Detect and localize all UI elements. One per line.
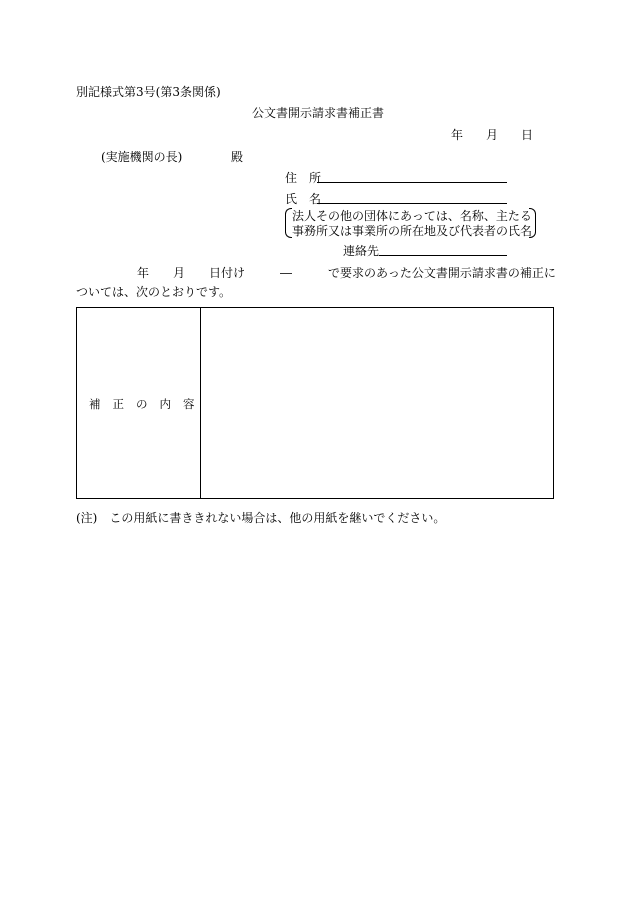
addressee-honorific: 殿: [231, 150, 244, 164]
contact-field[interactable]: [379, 243, 507, 256]
contact-label: 連絡先: [343, 244, 380, 258]
body-date-suffix: 日付け: [209, 266, 246, 280]
correction-table: [76, 307, 554, 499]
requester-note-line1: 法人その他の団体にあっては、名称、主たる: [292, 209, 532, 223]
addressee-label: (実施機関の長): [101, 150, 183, 164]
note-left-bracket: [285, 208, 292, 238]
address-field[interactable]: [317, 170, 507, 183]
body-text-line2: ついては、次のとおりです。: [76, 285, 232, 299]
name-field[interactable]: [317, 191, 507, 204]
date-year-label: 年: [451, 128, 464, 142]
page-title: 公文書開示請求書補正書: [252, 106, 385, 120]
body-year-label: 年: [137, 266, 150, 280]
date-day-label: 日: [521, 128, 534, 142]
form-number: 別記様式第3号(第3条関係): [76, 85, 221, 99]
footnote: (注) この用紙に書ききれない場合は、他の用紙を継いでください。: [76, 511, 446, 525]
correction-label: 補正の内容: [89, 397, 207, 411]
body-text-line1: で要求のあった公文書開示請求書の補正に: [328, 266, 556, 280]
body-month-label: 月: [173, 266, 186, 280]
correction-content-area[interactable]: [201, 308, 553, 498]
date-month-label: 月: [486, 128, 499, 142]
requester-note-line2: 事務所又は事業所の所在地及び代表者の氏名: [292, 224, 533, 238]
body-dash: ―: [280, 266, 292, 280]
address-label: 住 所: [285, 171, 322, 185]
name-label: 氏 名: [285, 192, 322, 206]
